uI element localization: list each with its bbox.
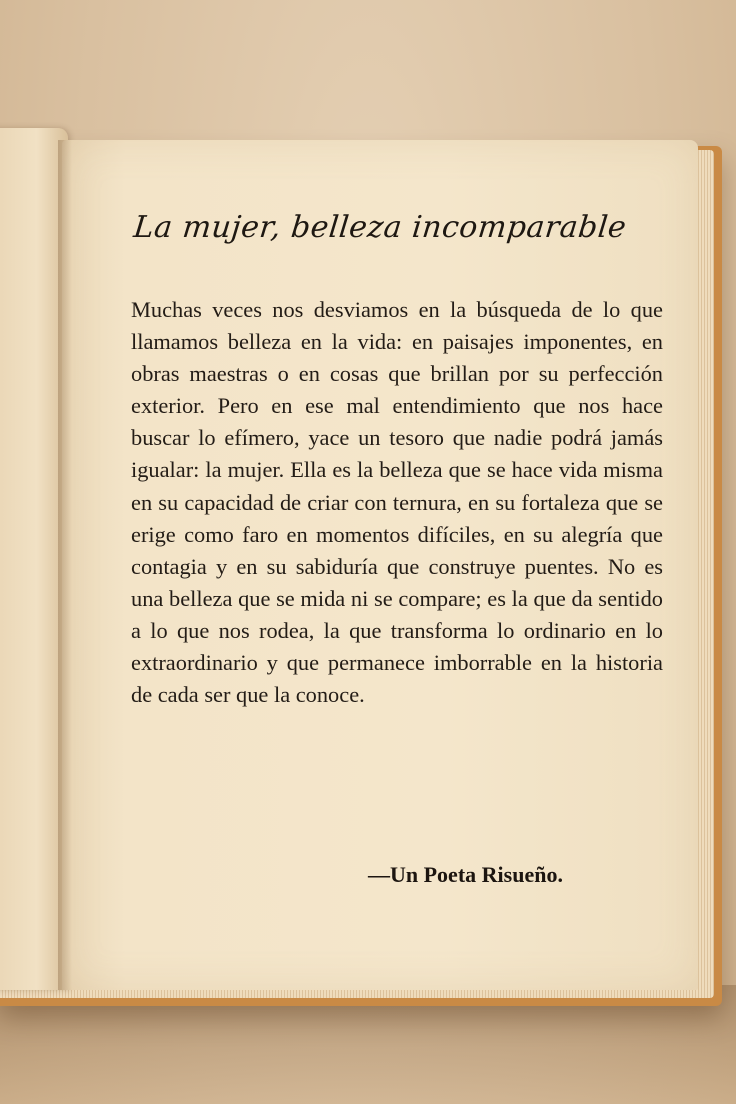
poem-title: La mujer, belleza incomparable <box>131 210 629 245</box>
poem-body: Muchas veces nos desviamos en la búsqueda de lo que llamamos belleza en la vida: en paisajes imponentes, en obras maestras o en cosas que brillan por su perfección exterior. Pero en ese mal entendimiento que nos hace buscar lo efímero, yace un tesoro que nadie podrá jamás igualar: la mujer. Ella es la belleza que se hace vida misma en su capacidad de criar con ternura, en su fortaleza que se erige como faro en momentos difíciles, en su alegría que contagia y en su sabiduría que construye puentes. No es una belleza que se mida ni se compare; es la que da sentido a lo que nos rodea, la que transforma lo ordinario en lo extraordinario y que permanece imborrable en la historia de cada ser que la conoce. <box>131 297 663 708</box>
poem-signature: —Un Poeta Risueño. <box>368 862 563 887</box>
